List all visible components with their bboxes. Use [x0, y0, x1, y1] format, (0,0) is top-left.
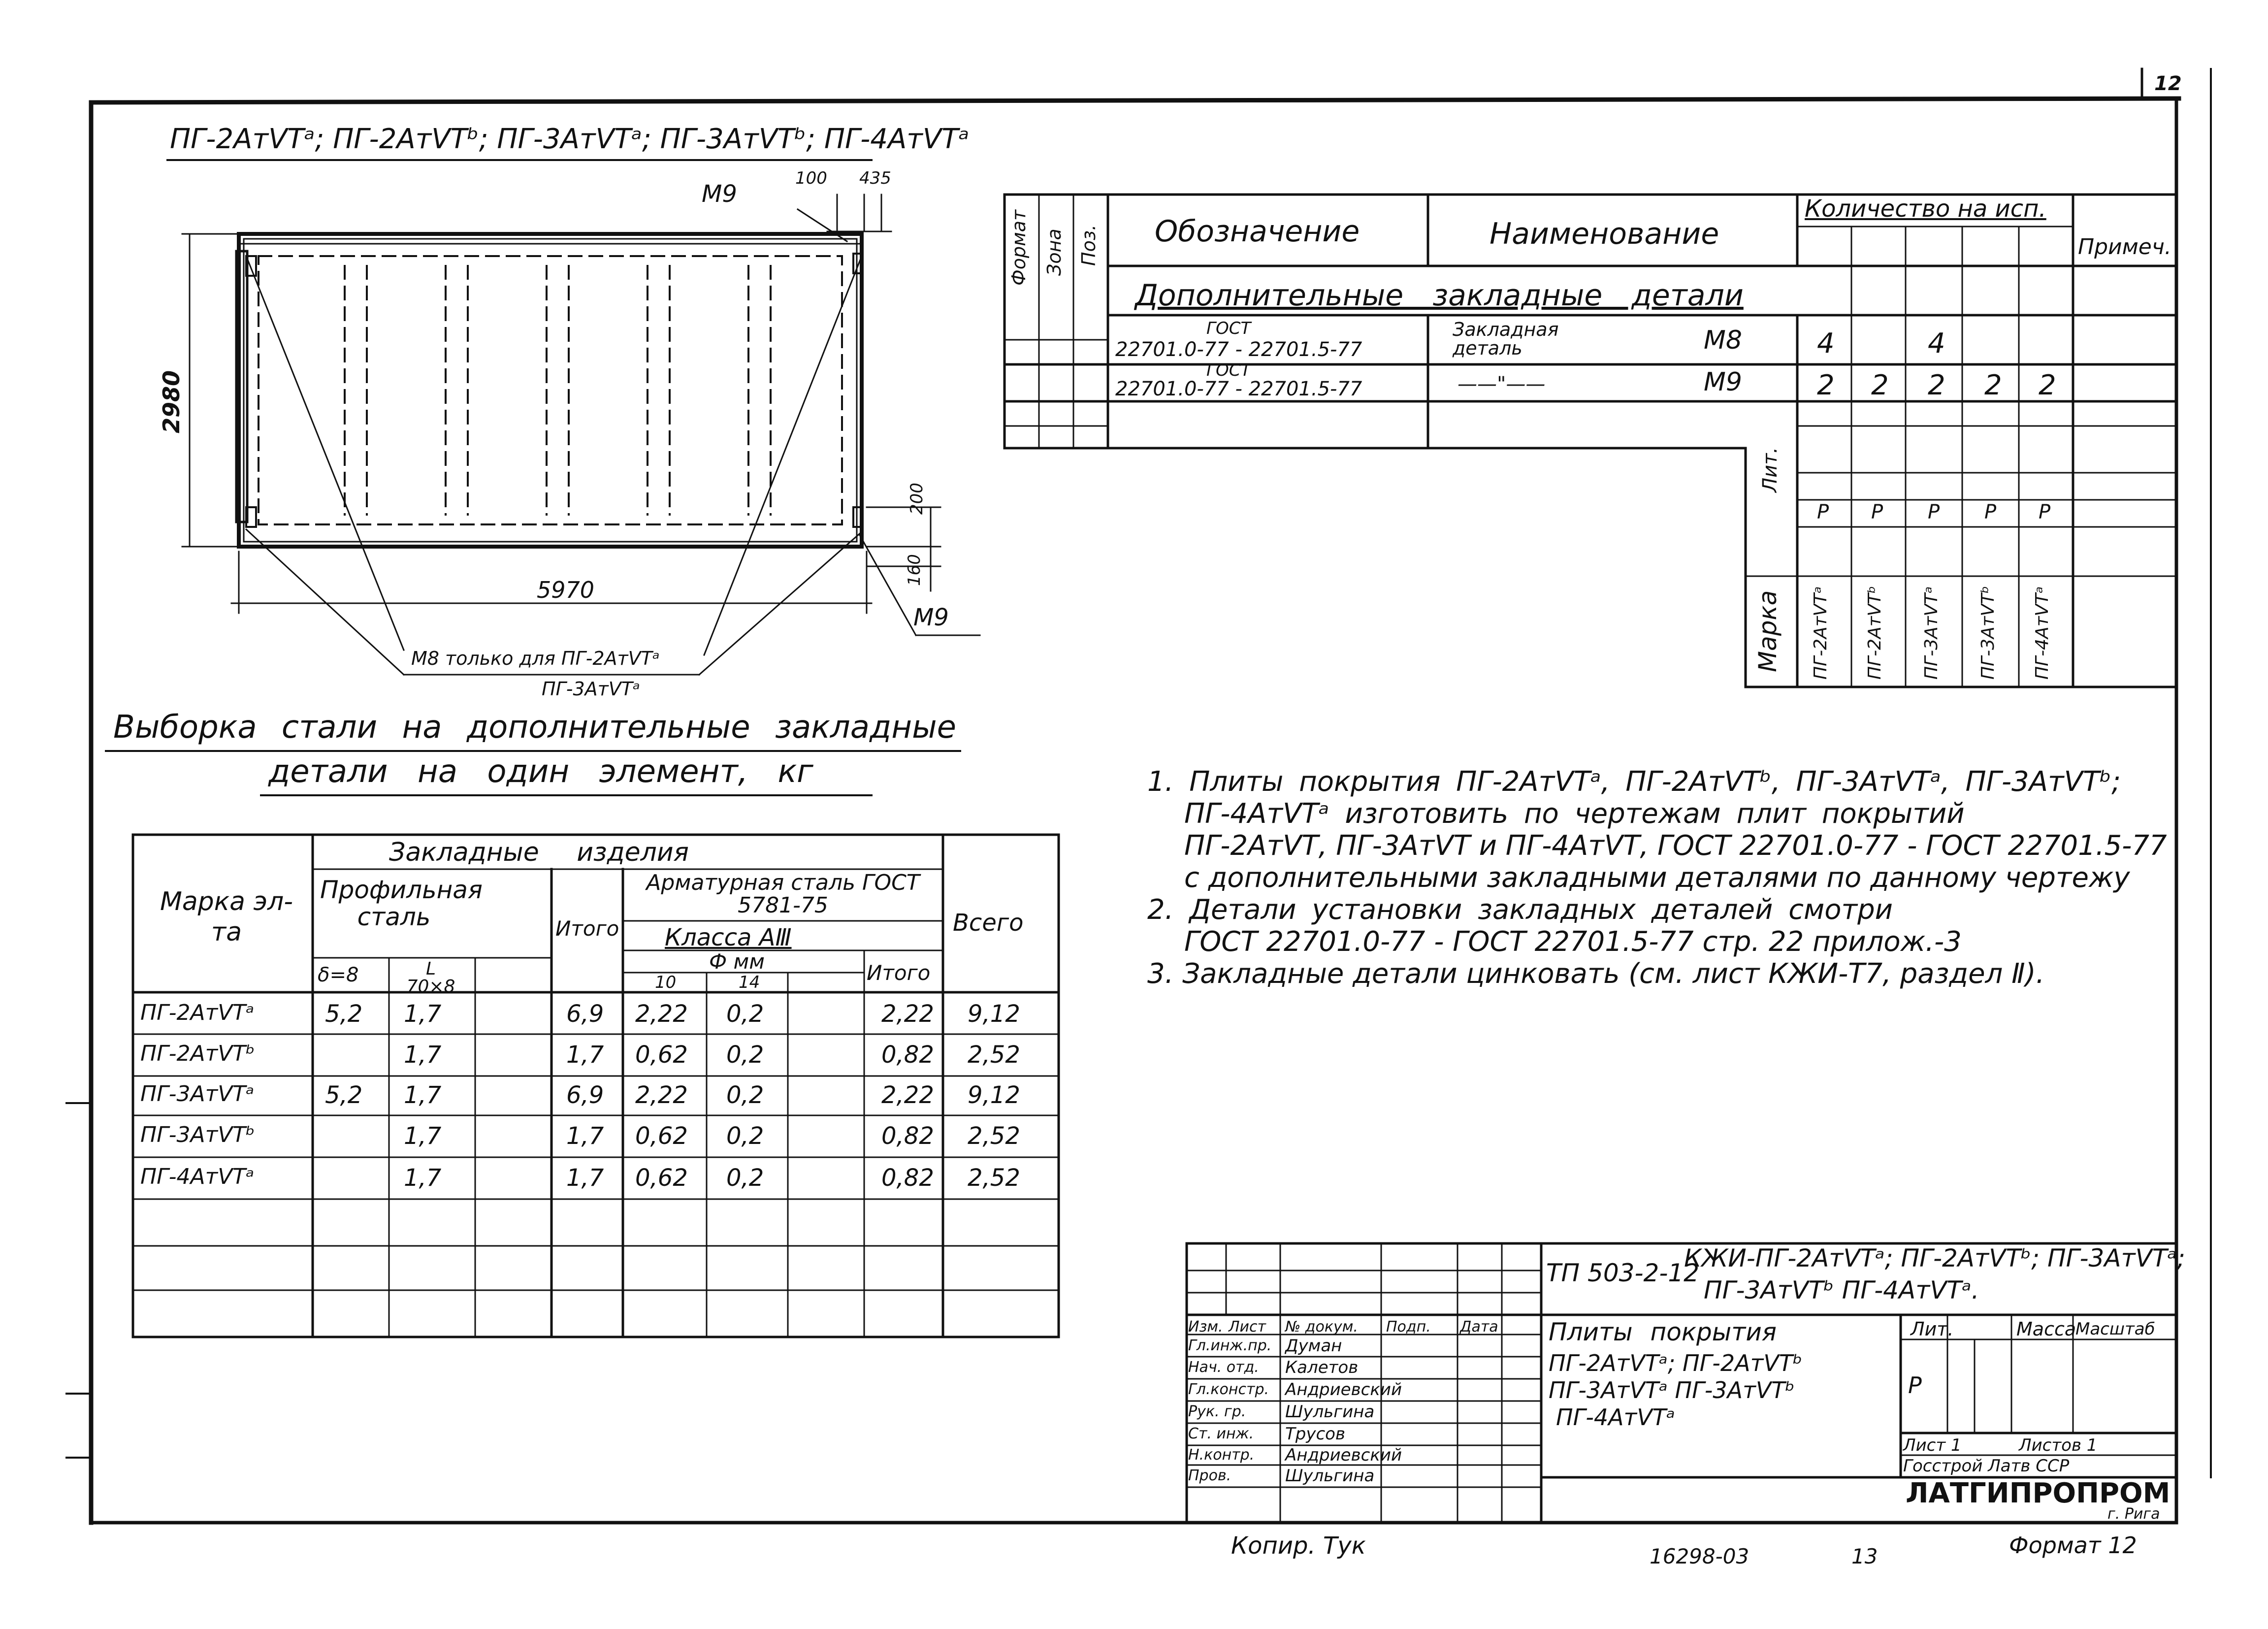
- steel-r4-10: 0,62: [635, 1122, 688, 1150]
- steel-r1-itogo: 6,9: [566, 1000, 604, 1028]
- steel-r3-total: 9,12: [968, 1081, 1020, 1109]
- steel-r1-total: 9,12: [968, 1000, 1020, 1028]
- spec-qty-r2c4: 2: [1984, 369, 2002, 401]
- steel-r2-total: 2,52: [968, 1041, 1020, 1069]
- spec-mark-1: ПГ-2АтⅤТᵃ: [1811, 586, 1831, 680]
- spec-lit-1: Р: [1817, 501, 1829, 523]
- label-m9-top: М9: [702, 180, 737, 208]
- spec-row2-mark: М9: [1704, 367, 1742, 397]
- note-2: 2. Детали установки закладных деталей смотри: [1147, 894, 1893, 926]
- footer-doc-number: 16298-03: [1650, 1544, 1750, 1568]
- spec-row1-designation: 22701.0-77 - 22701.5-77: [1115, 338, 1362, 361]
- tb-name: Шульгина: [1285, 1466, 1375, 1486]
- tb-sheet: Лист 1: [1903, 1435, 1962, 1455]
- note-m8-line2: ПГ-3АтⅤТᵃ: [542, 678, 640, 700]
- steel-h-klass: Класса АⅢ: [665, 924, 792, 951]
- spec-row2-name: ——"——: [1458, 373, 1546, 395]
- sheet-number: 12: [2154, 72, 2182, 95]
- tb-role: Гл.констр.: [1188, 1381, 1269, 1398]
- steel-h-prof: Профильная сталь: [320, 876, 483, 931]
- spec-col-designation: Обозначение: [1155, 214, 1360, 249]
- steel-r3-d8: 5,2: [325, 1081, 363, 1109]
- tb-col-izm: Изм.: [1188, 1318, 1223, 1336]
- tb-name: Трусов: [1285, 1424, 1346, 1444]
- steel-r3-itogo: 6,9: [566, 1081, 604, 1109]
- spec-col-format: Формат: [1008, 209, 1030, 286]
- spec-col-pos: Поз.: [1078, 224, 1100, 266]
- tb-name: Шульгина: [1285, 1402, 1375, 1422]
- spec-mark-4: ПГ-3АтⅤТᵇ: [1978, 586, 1998, 680]
- spec-qty-r1c1: 4: [1817, 327, 1835, 359]
- steel-r5-L: 1,7: [404, 1164, 442, 1192]
- drawing-code-line1: КЖИ-ПГ-2АтⅤТᵃ; ПГ-2АтⅤТᵇ; ПГ-3АтⅤТᵃ;: [1684, 1244, 2185, 1272]
- steel-r2-L: 1,7: [404, 1041, 442, 1069]
- project-code: ТП 503-2-12: [1546, 1259, 1699, 1287]
- tb-mass-header: Масса: [2016, 1318, 2076, 1340]
- note-2-cont: ГОСТ 22701.0-77 - ГОСТ 22701.5-77 стр. 22 прилож.-3: [1184, 926, 1962, 958]
- spec-col-qty: Количество на исп.: [1805, 195, 2046, 223]
- steel-r1-10: 2,22: [635, 1000, 688, 1028]
- spec-marka-label: Марка: [1753, 590, 1782, 672]
- note-1-cont2: ПГ-2АтⅤТ, ПГ-3АтⅤТ и ПГ-4АтⅤТ, ГОСТ 22701.0-77 - ГОСТ 22701.5-77: [1184, 830, 2167, 862]
- tb-org-name: ЛАТГИПРОПРОМ: [1906, 1477, 2171, 1509]
- steel-r2-mark: ПГ-2АтⅤТᵇ: [140, 1041, 256, 1066]
- steel-r4-total: 2,52: [968, 1122, 1020, 1150]
- tb-org-city: г. Рига: [2107, 1505, 2160, 1523]
- footer-format: Формат 12: [2009, 1532, 2137, 1559]
- steel-h-10: 10: [655, 973, 677, 992]
- steel-r1-itogo2: 2,22: [881, 1000, 934, 1028]
- spec-lit-5: Р: [2039, 501, 2051, 523]
- spec-lit-4: Р: [1984, 501, 1997, 523]
- steel-h-vsego: Всего: [953, 909, 1024, 937]
- steel-r3-10: 2,22: [635, 1081, 688, 1109]
- spec-lit-3: Р: [1928, 501, 1940, 523]
- steel-r5-itogo2: 0,82: [881, 1164, 934, 1192]
- steel-r3-L: 1,7: [404, 1081, 442, 1109]
- spec-qty-r2c1: 2: [1817, 369, 1835, 401]
- dim-width: 2980: [158, 370, 185, 433]
- tb-title-line2: ПГ-2АтⅤТᵃ; ПГ-2АтⅤТᵇ: [1549, 1350, 1803, 1376]
- spec-col-note: Примеч.: [2078, 234, 2171, 260]
- steel-h-arm: Арматурная сталь ГОСТ 5781-75: [646, 870, 920, 918]
- label-m9-right: М9: [913, 604, 949, 631]
- note-1: 1. Плиты покрытия ПГ-2АтⅤТᵃ, ПГ-2АтⅤТᵇ, ПГ-3АтⅤТᵃ, ПГ-3АтⅤТᵇ;: [1147, 766, 2121, 798]
- spec-row1-name: Закладная деталь: [1453, 319, 1559, 359]
- steel-r3-14: 0,2: [726, 1081, 764, 1109]
- tb-col-doc: № докум.: [1285, 1318, 1358, 1336]
- spec-row2-designation: 22701.0-77 - 22701.5-77: [1115, 378, 1362, 400]
- spec-qty-r1c3: 4: [1928, 327, 1945, 359]
- steel-caption-line1: Выборка стали на дополнительные закладные: [113, 709, 956, 746]
- steel-r2-itogo2: 0,82: [881, 1041, 934, 1069]
- spec-row2-gost: ГОСТ: [1206, 360, 1251, 380]
- steel-r5-total: 2,52: [968, 1164, 1020, 1192]
- dim-435: 435: [859, 168, 891, 188]
- spec-lit-label: Лит.: [1759, 447, 1782, 492]
- steel-h-L: L 70×8: [406, 959, 455, 997]
- steel-h-itogo2: Итого: [867, 961, 931, 985]
- note-m8-line1: М8 только для ПГ-2АтⅤТᵃ: [411, 648, 660, 669]
- steel-r4-mark: ПГ-3АтⅤТᵇ: [140, 1122, 256, 1147]
- tb-scale-header: Масштаб: [2075, 1319, 2155, 1339]
- tb-role: Ст. инж.: [1188, 1425, 1254, 1442]
- steel-r3-itogo2: 2,22: [881, 1081, 934, 1109]
- spec-col-zone: Зона: [1043, 228, 1065, 276]
- spec-row1-mark: М8: [1704, 326, 1742, 355]
- tb-name: Думан: [1285, 1336, 1342, 1356]
- tb-lit-value: Р: [1908, 1372, 1922, 1399]
- spec-section-title: Дополнительные закладные детали: [1135, 278, 1744, 313]
- tb-org-line1: Госстрой Латв ССР: [1903, 1456, 2070, 1476]
- footer-copied: Копир. Тук: [1231, 1532, 1366, 1560]
- tb-role: Рук. гр.: [1188, 1403, 1246, 1420]
- tb-sheets: Листов 1: [2019, 1435, 2098, 1455]
- steel-r1-d8: 5,2: [325, 1000, 363, 1028]
- steel-h-zakl: Закладные изделия: [389, 838, 689, 867]
- footer-page: 13: [1851, 1544, 1878, 1568]
- tb-title-line3: ПГ-3АтⅤТᵃ ПГ-3АтⅤТᵇ: [1549, 1377, 1795, 1403]
- spec-mark-3: ПГ-3АтⅤТᵃ: [1921, 586, 1942, 680]
- tb-name: Андриевский: [1285, 1380, 1402, 1400]
- steel-h-d8: δ=8: [318, 964, 359, 986]
- tb-lit-header: Лит.: [1911, 1318, 1954, 1340]
- steel-r4-14: 0,2: [726, 1122, 764, 1150]
- note-3: 3. Закладные детали цинковать (см. лист КЖИ-Т7, раздел Ⅱ).: [1147, 958, 2045, 990]
- steel-h-14: 14: [739, 973, 760, 992]
- tb-col-date: Дата: [1460, 1318, 1498, 1336]
- spec-qty-r2c2: 2: [1871, 369, 1889, 401]
- steel-r1-L: 1,7: [404, 1000, 442, 1028]
- dim-160: 160: [905, 554, 924, 586]
- spec-lit-2: Р: [1871, 501, 1883, 523]
- steel-r1-mark: ПГ-2АтⅤТᵃ: [140, 1000, 255, 1025]
- tb-role: Нач. отд.: [1188, 1359, 1259, 1376]
- tb-name: Андриевский: [1285, 1445, 1402, 1465]
- dim-100: 100: [795, 168, 827, 188]
- steel-r5-itogo: 1,7: [566, 1164, 604, 1192]
- steel-r1-14: 0,2: [726, 1000, 764, 1028]
- note-1-cont3: с дополнительными закладными деталями по данному чертежу: [1184, 862, 2130, 894]
- steel-r5-mark: ПГ-4АтⅤТᵃ: [140, 1164, 255, 1189]
- steel-h-marka: Марка эл-та: [160, 887, 293, 947]
- steel-r5-14: 0,2: [726, 1164, 764, 1192]
- dim-length: 5970: [537, 577, 595, 603]
- steel-r4-itogo: 1,7: [566, 1122, 604, 1150]
- tb-title-line4: ПГ-4АтⅤТᵃ: [1556, 1404, 1675, 1431]
- steel-r2-itogo: 1,7: [566, 1041, 604, 1069]
- spec-col-name: Наименование: [1490, 217, 1719, 251]
- tb-col-list: Лист: [1229, 1318, 1266, 1336]
- plan-title: ПГ-2АтⅤТᵃ; ПГ-2АтⅤТᵇ; ПГ-3АтⅤТᵃ; ПГ-3АтⅤТᵇ; ПГ-4АтⅤТᵃ: [170, 123, 970, 155]
- spec-qty-r2c5: 2: [2039, 369, 2056, 401]
- spec-qty-r2c3: 2: [1928, 369, 1945, 401]
- spec-mark-2: ПГ-2АтⅤТᵇ: [1865, 586, 1885, 680]
- tb-col-sign: Подп.: [1386, 1318, 1431, 1336]
- steel-h-fmm: Ф мм: [709, 949, 765, 974]
- spec-row1-gost: ГОСТ: [1206, 319, 1251, 338]
- steel-r5-10: 0,62: [635, 1164, 688, 1192]
- steel-caption-line2: детали на один элемент, кг: [268, 753, 813, 790]
- tb-role: Пров.: [1188, 1467, 1231, 1484]
- steel-r2-14: 0,2: [726, 1041, 764, 1069]
- drawing-code-line2: ПГ-3АтⅤТᵇ ПГ-4АтⅤТᵃ.: [1704, 1276, 1979, 1304]
- note-1-cont1: ПГ-4АтⅤТᵃ изготовить по чертежам плит покрытий: [1184, 798, 1965, 830]
- dim-200: 200: [907, 483, 927, 515]
- steel-r3-mark: ПГ-3АтⅤТᵃ: [140, 1081, 255, 1107]
- tb-role: Гл.инж.пр.: [1188, 1337, 1272, 1354]
- tb-title-line1: Плиты покрытия: [1549, 1318, 1777, 1346]
- steel-h-itogo: Итого: [555, 916, 619, 941]
- tb-role: Н.контр.: [1188, 1446, 1255, 1464]
- steel-r4-itogo2: 0,82: [881, 1122, 934, 1150]
- steel-r4-L: 1,7: [404, 1122, 442, 1150]
- spec-mark-5: ПГ-4АтⅤТᵃ: [2032, 586, 2052, 680]
- steel-r2-10: 0,62: [635, 1041, 688, 1069]
- tb-name: Калетов: [1285, 1358, 1359, 1377]
